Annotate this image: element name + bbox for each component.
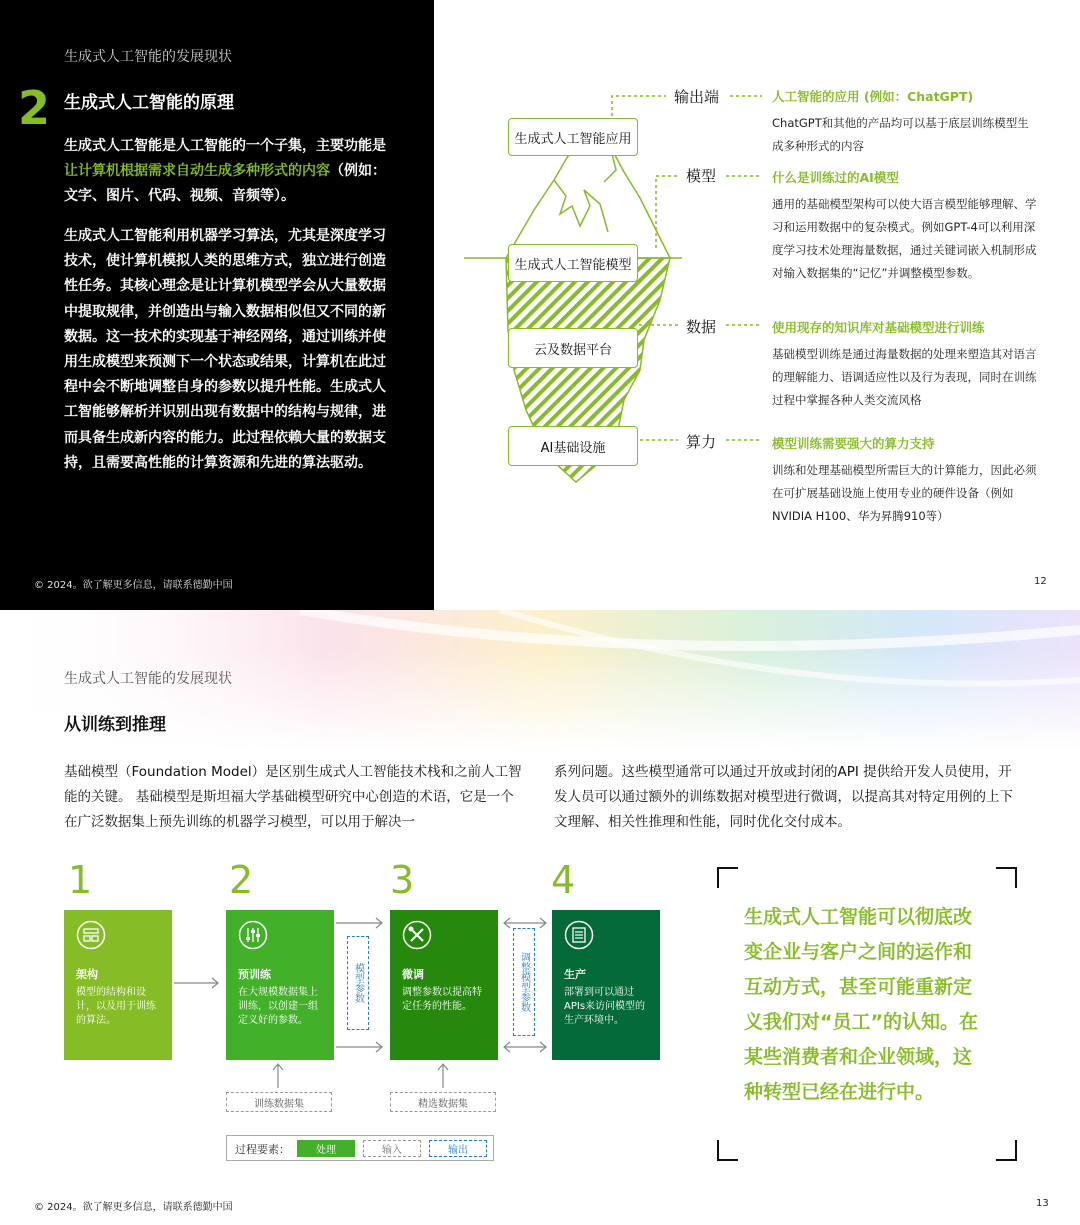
body-paragraph: 生成式人工智能利用机器学习算法，尤其是深度学习技术，使计算机模拟人类的思维方式，独立进行创造性任务。其核心理念是让计算机模型学会从大量数据中提取规律，并创造出与输入数据相似但又不同的新数据。这一技术的实现基于神经网络，通过训练并使用生成模型来预测下一个状态或结果，计算机在此过程中会不断地调整自身的参数以提升性能。生成式人工智能够解析并识别出现有数据中的结构与规律，进而具备生成新内容的能力。此过程依赖大量的数据支持，且需要高性能的计算资源和先进的算法驱动。 — [64, 228, 386, 471]
footer-copyright: © 2024。欲了解更多信息，请联系德勤中国 — [34, 580, 233, 591]
step-2-pretraining — [226, 910, 334, 1060]
legend-input: 输入 — [363, 1140, 421, 1157]
intro-highlight: 让计算机根据需求自动生成多种形式的内容 — [64, 163, 330, 180]
step-3-desc: 调整参数以提高特定任务的性能。 — [402, 987, 482, 1012]
tools-icon — [402, 920, 432, 950]
curated-dataset: 精选数据集 — [390, 1092, 496, 1112]
step-1-title: 架构 — [76, 968, 98, 981]
training-dataset: 训练数据集 — [226, 1092, 332, 1112]
step-3-title: 微调 — [402, 968, 424, 981]
page-12 — [0, 0, 1080, 610]
body-left: 基础模型（Foundation Model）是区别生成式人工智能技术栈和之前人工智能的关键。 基础模型是斯坦福大学基础模型研究中心创造的术语，它是一个在广泛数据集上预先训练的机器学习模型，可以用于解决一 — [64, 764, 522, 830]
section-label: 生成式人工智能的发展现状 — [64, 49, 232, 65]
footer-copyright: © 2024。欲了解更多信息，请联系德勤中国 — [34, 1202, 233, 1213]
layer-desc-compute: 训练和处理基础模型所需巨大的计算能力，因此必须在可扩展基础设施上使用专业的硬件设备（例如NVIDIA H100、华为昇腾910等） — [772, 463, 1037, 523]
intro-paragraph — [64, 134, 396, 210]
iceberg-diagram-panel — [434, 0, 1080, 610]
layer-heading-model: 什么是训练过的AI模型 — [772, 170, 899, 185]
left-dark-panel — [0, 0, 434, 610]
intro-text-2: （例如：文字、图片、代码、视频、音频等）。 — [64, 163, 386, 205]
layer-name-model: 模型 — [686, 167, 717, 185]
step-3-number: 3 — [390, 858, 415, 902]
layer-heading-data: 使用现存的知识库对基础模型进行训练 — [772, 320, 985, 335]
step-1-architecture — [64, 910, 172, 1060]
layer-name-output: 输出端 — [674, 88, 720, 106]
section-label: 生成式人工智能的发展现状 — [64, 671, 232, 687]
step-4-desc: 部署到可以通过APIs来访问模型的生产环境中。 — [564, 987, 646, 1026]
legend-label: 过程要素： — [235, 1143, 290, 1156]
layer-heading-output: 人工智能的应用 (例如：ChatGPT) — [772, 89, 974, 104]
step-2-title: 预训练 — [238, 968, 271, 981]
legend-output: 输出 — [429, 1140, 487, 1157]
page-number: 12 — [1034, 576, 1047, 587]
layer-desc-model: 通用的基础模型架构可以使大语言模型能够理解、学习和运用数据中的复杂模式。例如GPT-4可以利用深度学习技术处理海量数据，通过关键词嵌入机制形成对输入数据集的“记忆”并调整模型参数。 — [772, 197, 1037, 280]
page-title: 生成式人工智能的原理 — [64, 93, 234, 113]
layer-name-compute: 算力 — [686, 433, 717, 451]
intro-text-1: 生成式人工智能是人工智能的一个子集，主要功能是 — [64, 138, 386, 154]
step-1-desc: 模型的结构和设计，以及用于训练的算法。 — [76, 987, 156, 1026]
step-2-desc: 在大规模数据集上训练，以创建一组定义好的参数。 — [238, 987, 318, 1026]
page-title: 从训练到推理 — [64, 715, 166, 735]
pull-quote: 生成式人工智能可以彻底改变企业与客户之间的运作和互动方式，甚至可能重新定义我们对“员工”的认知。在某些消费者和企业领域，这种转型已经在进行中。 — [744, 906, 978, 1103]
process-legend — [226, 1135, 494, 1161]
iceberg-box-model: 生成式人工智能模型 — [508, 244, 638, 282]
page-13 — [0, 610, 1080, 1225]
page-number: 13 — [1036, 1198, 1049, 1209]
layer-desc-output: ChatGPT和其他的产品均可以基于底层训练模型生成多种形式的内容 — [772, 116, 1029, 153]
adjust-params-label: 调整模型参数 — [513, 928, 535, 1036]
step-3-finetuning — [390, 910, 498, 1060]
iceberg-box-app: 生成式人工智能应用 — [508, 118, 638, 156]
body-right: 系列问题。这些模型通常可以通过开放或封闭的API 提供给开发人员使用，开发人员可以通过额外的训练数据对模型进行微调，以提高其对特定用例的上下文理解、相关性推理和性能，同时优化交付成本。 — [554, 764, 1013, 830]
step-1-number: 1 — [68, 858, 93, 902]
layer-heading-compute: 模型训练需要强大的算力支持 — [772, 436, 935, 451]
legend-process: 处理 — [297, 1140, 355, 1157]
step-4-production — [552, 910, 660, 1060]
sliders-icon — [238, 920, 268, 950]
layer-desc-data: 基础模型训练是通过海量数据的处理来塑造其对语言的理解能力、语调适应性以及行为表现，同时在训练过程中掌握各种人类交流风格 — [772, 347, 1037, 407]
iceberg-box-infra: AI基础设施 — [508, 426, 638, 466]
iceberg-box-cloud: 云及数据平台 — [508, 328, 638, 368]
server-icon — [564, 920, 594, 950]
step-4-number: 4 — [551, 858, 576, 902]
step-2-number: 2 — [229, 858, 254, 902]
layer-name-data: 数据 — [686, 318, 717, 336]
architecture-icon — [76, 920, 106, 950]
section-number: 2 — [18, 81, 51, 135]
model-params-label: 模型参数 — [347, 936, 369, 1030]
step-4-title: 生产 — [564, 968, 586, 981]
